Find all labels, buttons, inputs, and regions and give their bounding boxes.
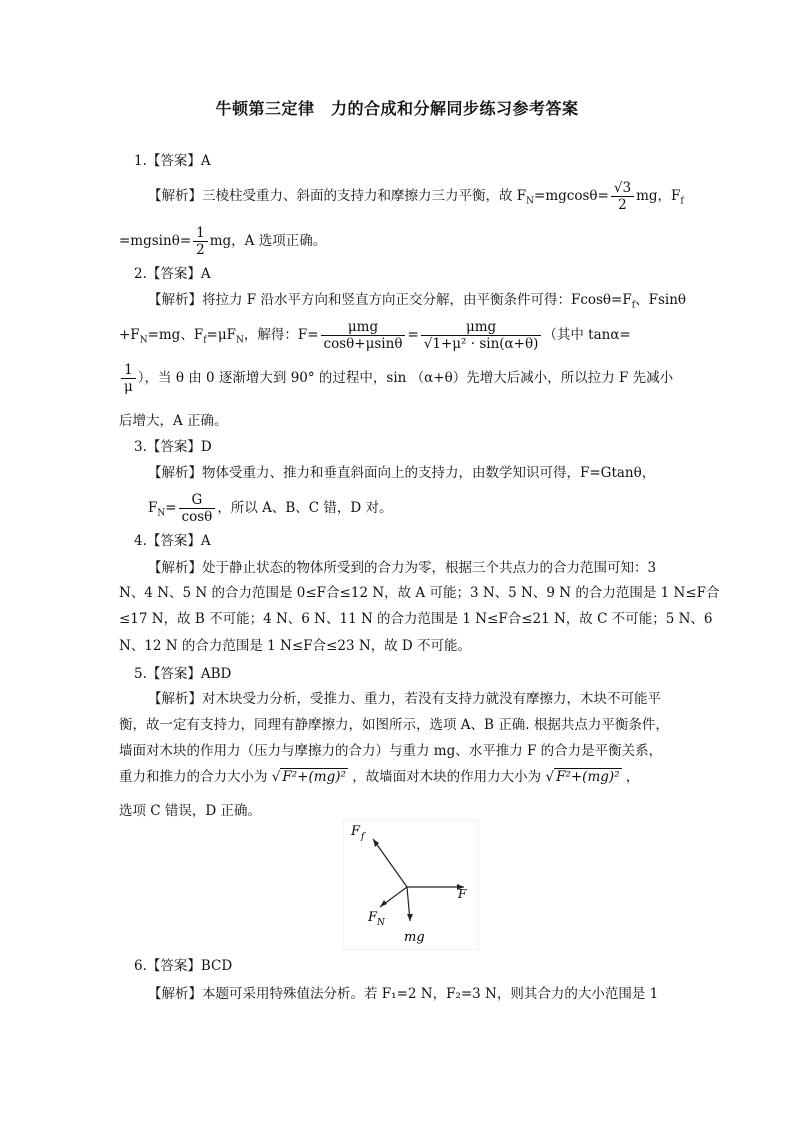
friction-vector <box>373 839 407 887</box>
q4-analysis-line1: 【解析】处于静止状态的物体所受到的合力为零，根据三个共点力的合力范围可知：3 <box>148 560 657 576</box>
label-f: F <box>458 887 467 901</box>
force-diagram-svg <box>344 821 478 949</box>
q3-answer: 3.【答案】D <box>134 439 212 455</box>
q6-analysis-line1: 【解析】本题可采用特殊值法分析。若 F₁=2 N，F₂=3 N，则其合力的大小范围是 1 <box>148 986 659 1002</box>
q5-sqrt-2: F²+(mg)² <box>556 769 620 785</box>
q2-analysis-line2: $+F_N=mg$、$F_f=\mu F_N$，解得：F= $\frac{\text{μmg}}{\cos\theta+\mu\sin\theta}$ = $\frac{\text{μmg}}{\text{√1+μ² · sin(α+θ)}}$ （其中 tanα= <box>119 319 631 352</box>
q4-analysis-line2: N、4 N、5 N 的合力范围是 0≤F合≤12 N，故 A 可能；3 N、5 N、9 N 的合力范围是 1 N≤F合 <box>119 585 720 601</box>
q1-fraction-1-over-2: $\frac{1}{2}$ <box>193 225 208 258</box>
label-fn: F <box>368 910 378 925</box>
gravity-arrowhead <box>407 914 413 921</box>
q2-fraction-1: $\frac{\text{μmg}}{\cos\theta+\mu\sin\theta}$ <box>321 319 406 352</box>
label-ff-sub: f <box>361 832 365 842</box>
q5-analysis-line4: 重力和推力的合力大小为 √ F²+(mg)² ，故墙面对木块的作用力大小为 √ F²+(mg)² ， <box>119 769 640 785</box>
force-diagram <box>343 820 479 950</box>
q4-analysis-line3: ≤17 N，故 B 不可能；4 N、6 N、11 N 的合力范围是 1 N≤F合≤21 N，故 C 不可能；5 N、6 <box>119 611 713 627</box>
q5-answer: 5.【答案】ABD <box>134 666 232 682</box>
q5-analysis-line2: 衡，故一定有支持力，同理有静摩擦力，如图所示，选项 A、B 正确. 根据共点力平衡条件， <box>119 717 669 733</box>
normal-arrowhead <box>380 900 387 907</box>
page-title: 牛顿第三定律 力的合成和分解同步练习参考答案 <box>215 99 579 118</box>
q5-analysis-line3: 墙面对木块的作用力（压力与摩擦力的合力）与重力 mg、水平推力 F 的合力是平衡关系， <box>119 743 663 759</box>
q1-answer: 1.【答案】A <box>134 153 211 169</box>
q4-answer: 4.【答案】A <box>134 533 211 549</box>
label-ff: F <box>351 824 361 839</box>
q1-analysis-line2: =mgsinθ= $\frac{1}{2}$ mg，A 选项正确。 <box>119 225 327 258</box>
q2-analysis-line1: 【解析】将拉力 F 沿水平方向和竖直方向正交分解，由平衡条件可得：$Fcos\theta=F_f$、Fsinθ <box>148 292 687 311</box>
q3-analysis-line2: $F_N=$ $\frac{G}{\cos\theta}$ ，所以 A、B、C 错，D 对。 <box>148 492 393 525</box>
q2-answer: 2.【答案】A <box>134 266 211 282</box>
q1-analysis-line1: 【解析】三棱柱受重力、斜面的支持力和摩擦力三力平衡，故 $F_N=mgcos\theta=$ $\frac{√3}{2}$ mg，$F_f$ <box>148 180 684 213</box>
q2-fraction-2: $\frac{\text{μmg}}{\text{√1+μ² · sin(α+θ)}}$ <box>421 319 542 352</box>
q5-sqrt-1: F²+(mg)² <box>282 769 346 785</box>
q6-answer: 6.【答案】BCD <box>134 958 233 974</box>
q2-analysis-line4: 后增大，A 正确。 <box>119 413 228 429</box>
q3-analysis-line1: 【解析】物体受重力、推力和垂直斜面向上的支持力，由数学知识可得，F=Gtanθ， <box>148 465 656 481</box>
label-fn-sub: N <box>377 918 385 928</box>
label-mg: mg <box>404 930 425 945</box>
q1-fraction-sqrt3-over-2: $\frac{√3}{2}$ <box>611 180 634 213</box>
q2-fraction-1-over-mu: $\frac{1}{\mu}$ <box>121 362 136 395</box>
q5-analysis-line5: 选项 C 错误，D 正确。 <box>119 803 262 819</box>
q5-analysis-line1: 【解析】对木块受力分析，受推力、重力，若没有支持力就没有摩擦力，木块不可能平 <box>148 691 661 707</box>
q4-analysis-line4: N、12 N 的合力范围是 1 N≤F合≤23 N，故 D 不可能。 <box>119 638 472 654</box>
q2-analysis-line3: $\frac{1}{\mu}$ ），当 θ 由 0 逐渐增大到 90° 的过程中，sin （α+θ）先增大后减小，所以拉力 F 先减小 <box>119 362 673 395</box>
q3-fraction-g-over-cos: $\frac{G}{\cos\theta}$ <box>179 492 216 525</box>
